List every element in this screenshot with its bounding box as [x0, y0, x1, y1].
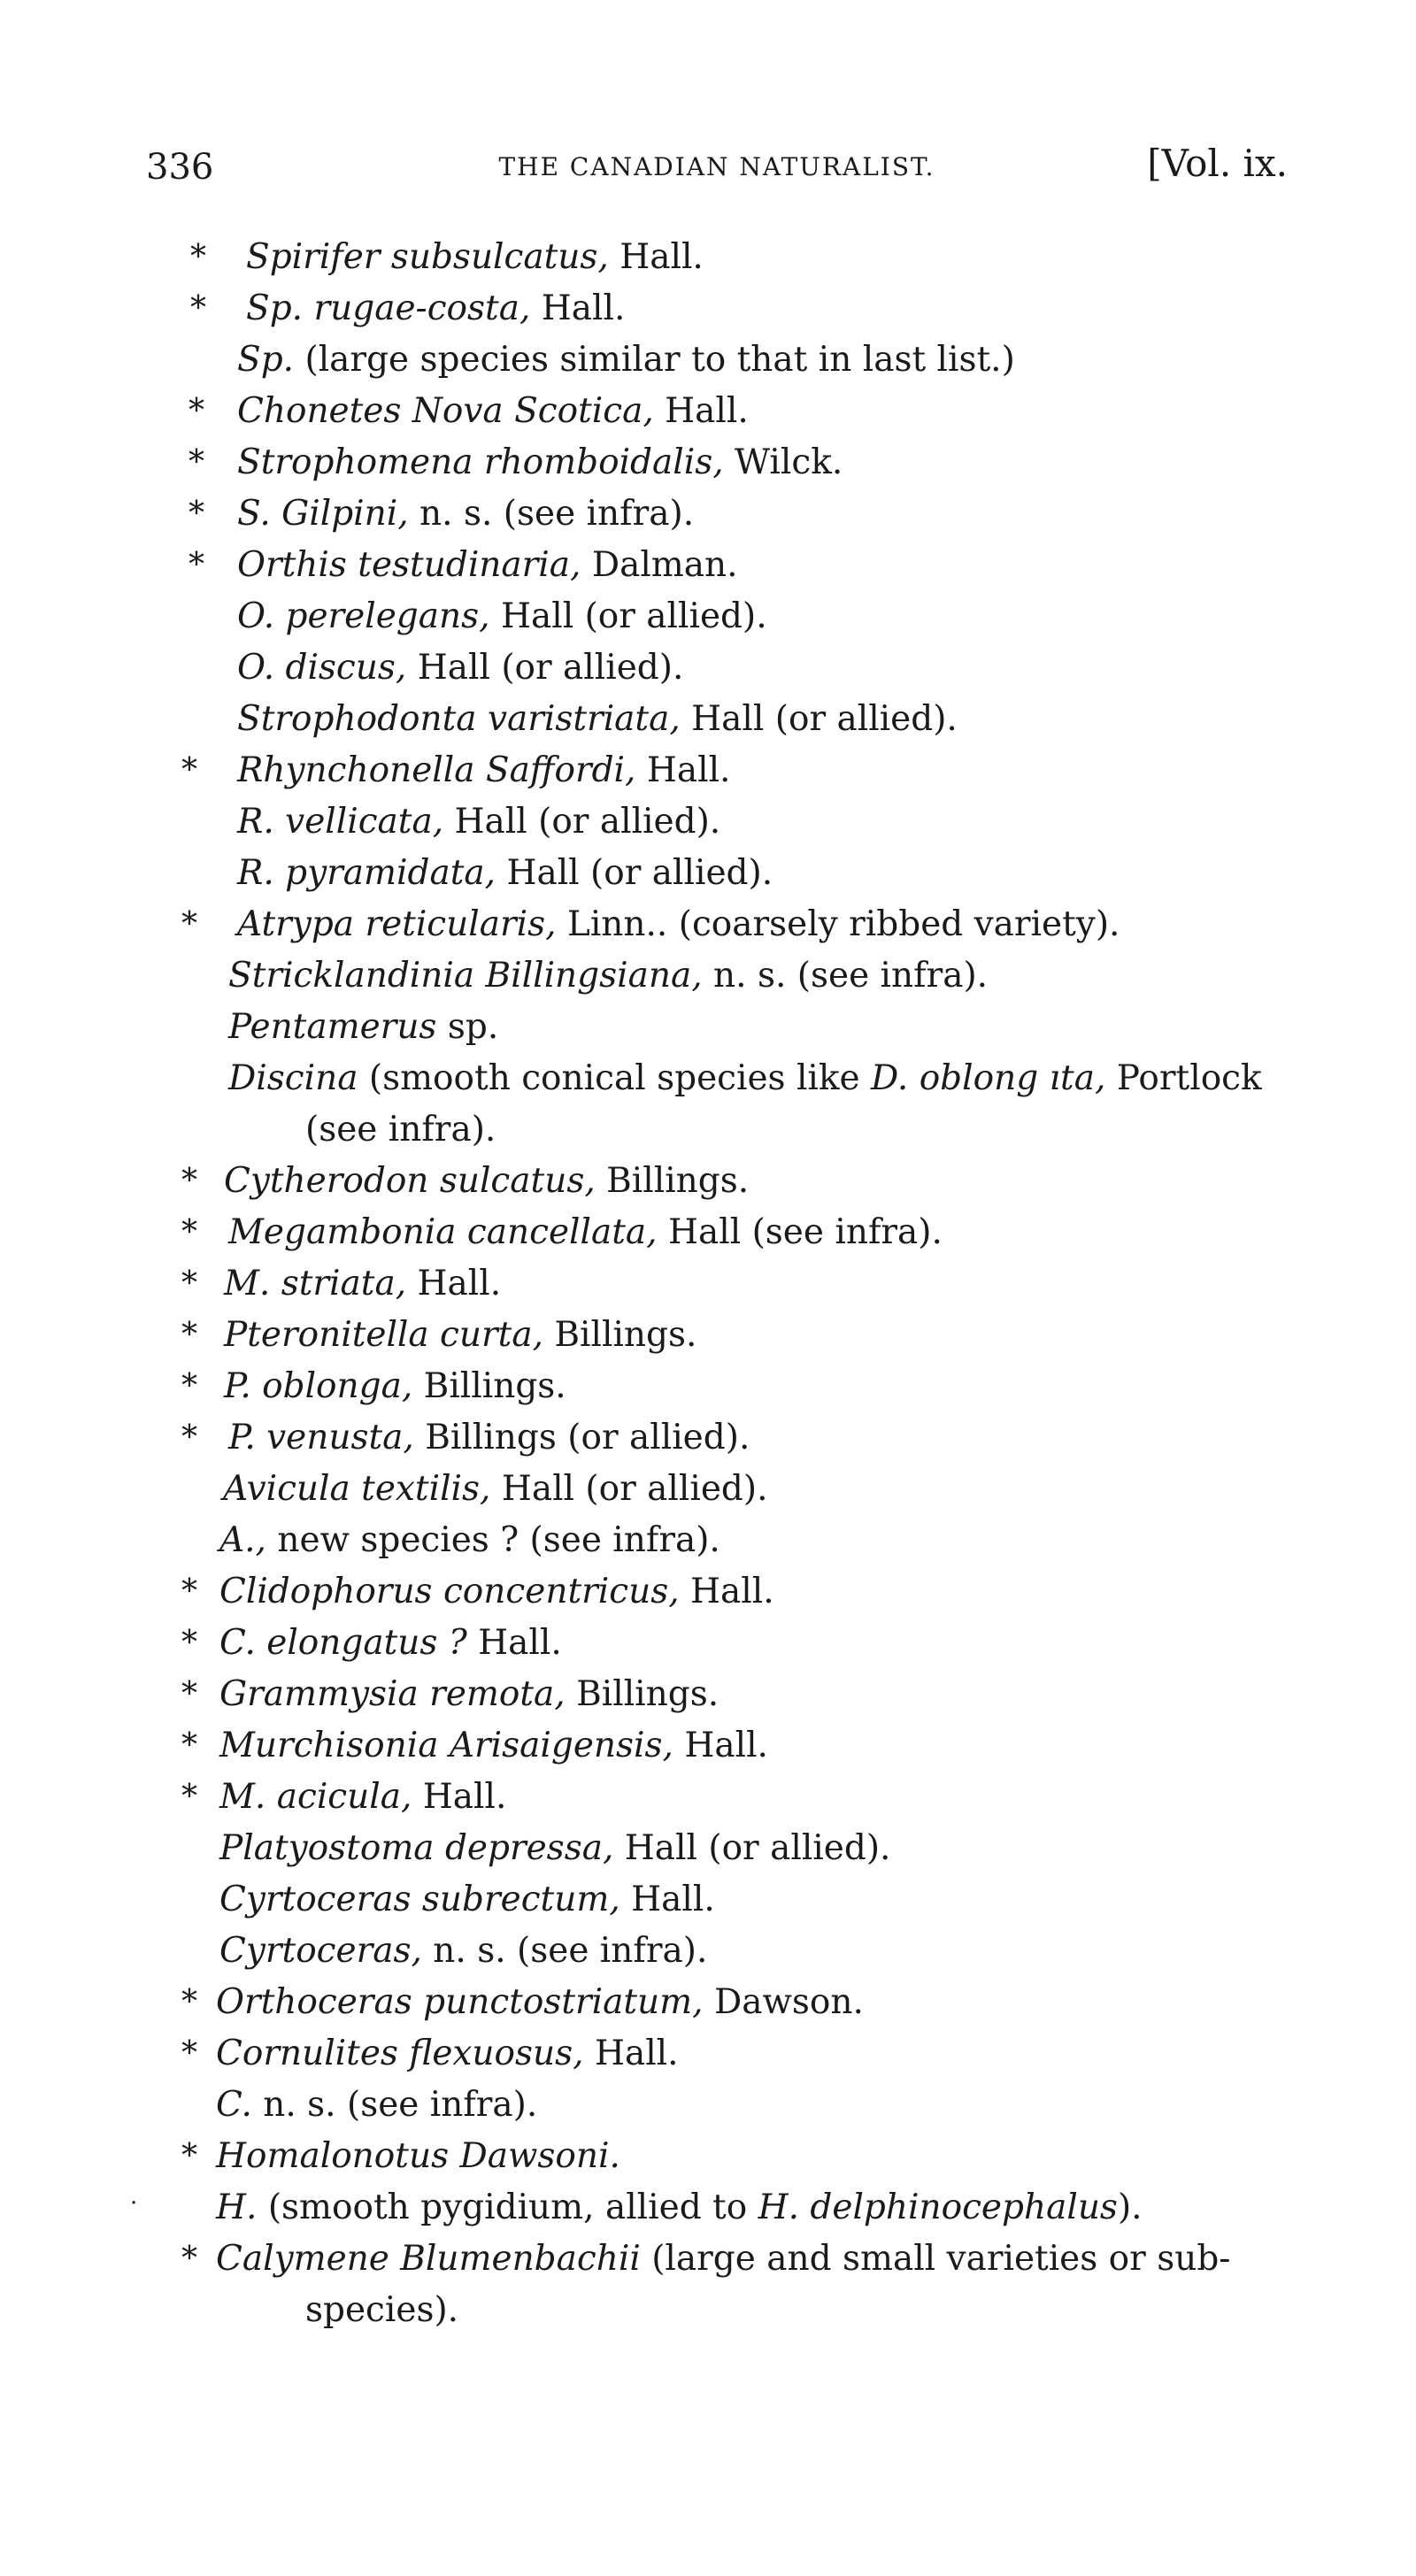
species-note: Hall. — [608, 237, 704, 277]
species-note: Hall. — [673, 1726, 768, 1765]
species-name: D. oblong ıta, — [871, 1058, 1106, 1098]
list-item — [0, 1977, 1416, 2028]
species-name: Pentamerus — [228, 1007, 437, 1047]
species-name: M. acicula, — [219, 1777, 412, 1817]
asterisk-mark: * — [189, 393, 204, 429]
species-name: Spirifer subsulcatus, — [246, 237, 609, 277]
list-item — [0, 1772, 1416, 1823]
species-text — [237, 591, 767, 642]
species-name: Discina — [228, 1058, 358, 1098]
species-note: Hall (or allied). — [443, 802, 721, 842]
species-text — [246, 283, 625, 334]
species-text — [237, 848, 773, 899]
species-name: O. discus, — [237, 648, 407, 688]
list-item — [0, 745, 1416, 796]
species-name: Orthoceras punctostriatum, — [216, 1982, 704, 2022]
species-note: Wilck. — [723, 442, 843, 482]
species-text — [228, 1207, 943, 1258]
species-name: Strophodonta varistriata, — [237, 699, 681, 739]
species-text — [237, 540, 738, 591]
species-note: Billings. — [412, 1366, 566, 1406]
list-item — [0, 2131, 1416, 2182]
species-note: Billings. — [543, 1315, 697, 1355]
asterisk-mark: * — [181, 1727, 197, 1764]
list-item — [0, 1002, 1416, 1053]
species-note: Hall. — [679, 1572, 774, 1611]
list-item — [0, 2234, 1416, 2336]
species-text — [216, 2080, 537, 2131]
continuation-line: species). — [305, 2290, 459, 2330]
species-note: Billings. — [565, 1674, 720, 1714]
list-item — [0, 1207, 1416, 1258]
list-item — [0, 694, 1416, 745]
species-name: Atrypa reticularis, — [237, 904, 557, 944]
species-note: new species ? (see infra). — [266, 1520, 720, 1560]
list-item — [0, 1258, 1416, 1310]
species-name: Megambonia cancellata, — [228, 1212, 658, 1252]
list-item — [0, 1515, 1416, 1566]
species-note: Dawson. — [703, 1982, 864, 2022]
list-item — [0, 1412, 1416, 1464]
species-note: Hall (or allied). — [613, 1828, 891, 1868]
species-text — [224, 1361, 566, 1412]
species-note: n. s. (see infra). — [251, 2085, 538, 2125]
species-text — [237, 488, 694, 540]
species-note: Dalman. — [581, 545, 738, 585]
asterisk-mark: * — [190, 290, 206, 327]
asterisk-mark: * — [181, 2035, 197, 2072]
list-item — [0, 1053, 1416, 1156]
species-text — [219, 1515, 720, 1566]
list-item — [0, 386, 1416, 437]
list-item — [0, 591, 1416, 642]
species-name: P. oblonga, — [224, 1366, 413, 1406]
asterisk-mark: * — [190, 239, 206, 275]
species-text — [228, 1002, 498, 1053]
asterisk-mark: * — [189, 547, 204, 583]
list-item — [0, 1566, 1416, 1618]
species-text — [216, 2234, 1300, 2336]
species-note: Hall (or allied). — [490, 1469, 768, 1509]
species-note: sp. — [436, 1007, 499, 1047]
species-name: M. striata, — [224, 1264, 407, 1303]
asterisk-mark: * — [181, 1265, 197, 1302]
list-item — [0, 1156, 1416, 1207]
species-name: Calymene Blumenbachii — [216, 2239, 641, 2279]
species-name: O. perelegans, — [237, 596, 490, 636]
species-note: n. s. (see infra). — [421, 1931, 708, 1971]
asterisk-mark: * — [189, 496, 204, 532]
asterisk-mark: * — [181, 1214, 197, 1250]
species-text — [223, 1464, 768, 1515]
list-item — [0, 1669, 1416, 1720]
species-name: P. venusta, — [228, 1418, 414, 1457]
species-note: Portlock — [1105, 1058, 1262, 1098]
continuation-line: (see infra). — [305, 1110, 496, 1150]
species-text — [237, 642, 683, 694]
asterisk-mark: * — [181, 1676, 197, 1712]
species-text — [216, 2182, 1143, 2234]
species-text — [228, 950, 988, 1002]
species-note: ). — [1117, 2188, 1143, 2227]
page-number: 336 — [146, 147, 214, 188]
species-name: Strophomena rhomboidalis, — [237, 442, 724, 482]
species-note: (smooth conical species like — [358, 1058, 872, 1098]
species-text — [219, 1566, 774, 1618]
list-item — [0, 1874, 1416, 1926]
species-name: Cytherodon sulcatus, — [224, 1161, 596, 1201]
asterisk-mark: * — [181, 2241, 197, 2277]
species-note: Hall (or allied). — [406, 648, 684, 688]
species-name: Rhynchonella Saffordi, — [237, 750, 636, 790]
asterisk-mark: * — [181, 906, 197, 942]
list-item — [0, 488, 1416, 540]
species-name: C. — [216, 2085, 252, 2125]
species-text — [216, 2131, 620, 2182]
species-name: Pteronitella curta, — [224, 1315, 543, 1355]
species-note: Hall. — [530, 288, 626, 328]
species-text — [246, 232, 704, 283]
species-text — [237, 386, 749, 437]
stray-mark: · — [130, 2190, 138, 2217]
species-text — [237, 899, 1120, 950]
species-name: Homalonotus Dawsoni. — [216, 2136, 620, 2176]
species-text — [237, 437, 843, 488]
species-list — [0, 232, 1416, 2336]
species-text — [237, 796, 720, 848]
species-name: Platyostoma depressa, — [219, 1828, 614, 1868]
species-name: Clidophorus concentricus, — [219, 1572, 680, 1611]
species-name: S. Gilpini, — [237, 494, 409, 534]
list-item — [0, 1310, 1416, 1361]
species-name: Chonetes Nova Scotica, — [237, 391, 654, 431]
species-name: R. vellicata, — [237, 802, 444, 842]
asterisk-mark: * — [189, 444, 204, 481]
list-item — [0, 437, 1416, 488]
species-note: (smooth pygidium, allied to — [257, 2188, 758, 2227]
species-name: Cornulites flexuosus, — [216, 2034, 584, 2073]
species-text — [228, 1412, 750, 1464]
list-item — [0, 1720, 1416, 1772]
species-name: R. pyramidata, — [237, 853, 496, 893]
species-note: n. s. (see infra). — [702, 956, 989, 996]
asterisk-mark: * — [181, 752, 197, 788]
list-item — [0, 796, 1416, 848]
list-item — [0, 899, 1416, 950]
species-note: Hall. — [653, 391, 749, 431]
list-item — [0, 950, 1416, 1002]
species-text — [219, 1926, 707, 1977]
species-note: n. s. (see infra). — [408, 494, 695, 534]
species-note: (large and small varieties or sub- — [640, 2239, 1231, 2279]
species-note: Hall. — [466, 1623, 562, 1663]
species-text — [228, 1053, 1312, 1156]
species-name: Murchisonia Arisaigensis, — [219, 1726, 673, 1765]
species-name: Stricklandinia Billingsiana, — [228, 956, 703, 996]
species-note: Hall. — [406, 1264, 502, 1303]
species-note: Hall (or allied). — [680, 699, 958, 739]
species-text — [219, 1720, 768, 1772]
species-text — [219, 1772, 506, 1823]
species-note: Hall. — [620, 1880, 715, 1919]
asterisk-mark: * — [181, 1779, 197, 1815]
species-note: Billings (or allied). — [413, 1418, 750, 1457]
species-text — [219, 1874, 715, 1926]
asterisk-mark: * — [181, 1984, 197, 2020]
list-item — [0, 2080, 1416, 2131]
species-text — [216, 2028, 679, 2080]
species-text — [216, 1977, 864, 2028]
species-name: Cyrtoceras subrectum, — [219, 1880, 620, 1919]
page-header — [146, 142, 1288, 195]
list-item — [0, 1926, 1416, 1977]
species-text — [237, 334, 1015, 386]
species-name: Sp. rugae-costa, — [246, 288, 531, 328]
species-note: Hall. — [635, 750, 731, 790]
asterisk-mark: * — [181, 1419, 197, 1456]
list-item — [0, 283, 1416, 334]
species-text — [237, 745, 730, 796]
species-note: Hall (see infra). — [657, 1212, 943, 1252]
species-name: C. elongatus ? — [219, 1623, 467, 1663]
list-item — [0, 1464, 1416, 1515]
species-name: H. — [216, 2188, 258, 2227]
asterisk-mark: * — [181, 1368, 197, 1404]
species-text — [237, 694, 958, 745]
species-name: A., — [219, 1520, 266, 1560]
list-item — [0, 1823, 1416, 1874]
species-note: Hall (or allied). — [489, 596, 767, 636]
species-name: Orthis testudinaria, — [237, 545, 581, 585]
list-item — [0, 334, 1416, 386]
species-text — [224, 1310, 696, 1361]
species-text — [224, 1258, 501, 1310]
species-text — [219, 1823, 890, 1874]
species-text — [219, 1618, 562, 1669]
species-name: H. delphinocephalus — [758, 2188, 1118, 2227]
asterisk-mark: * — [181, 2138, 197, 2174]
species-note: Hall. — [583, 2034, 679, 2073]
list-item — [0, 2028, 1416, 2080]
asterisk-mark: * — [181, 1317, 197, 1353]
species-note: Hall (or allied). — [496, 853, 773, 893]
list-item — [0, 540, 1416, 591]
species-note: (large species similar to that in last list.) — [294, 340, 1015, 380]
running-title: THE CANADIAN NATURALIST. — [498, 152, 935, 181]
list-item — [0, 232, 1416, 283]
species-name: Cyrtoceras, — [219, 1931, 422, 1971]
list-item — [0, 1618, 1416, 1669]
volume-label: [Vol. ix. — [1147, 142, 1288, 185]
species-name: Sp. — [237, 340, 295, 380]
list-item — [0, 642, 1416, 694]
asterisk-mark: * — [181, 1625, 197, 1661]
species-note: Linn.. (coarsely ribbed variety). — [556, 904, 1120, 944]
species-name: Avicula textilis, — [223, 1469, 491, 1509]
species-note: Hall. — [412, 1777, 507, 1817]
species-text — [224, 1156, 749, 1207]
asterisk-mark: * — [181, 1163, 197, 1199]
list-item — [0, 848, 1416, 899]
species-text — [219, 1669, 719, 1720]
list-item — [0, 1361, 1416, 1412]
species-note: Billings. — [595, 1161, 750, 1201]
asterisk-mark: * — [181, 1573, 197, 1610]
list-item — [0, 2182, 1416, 2234]
species-name: Grammysia remota, — [219, 1674, 566, 1714]
